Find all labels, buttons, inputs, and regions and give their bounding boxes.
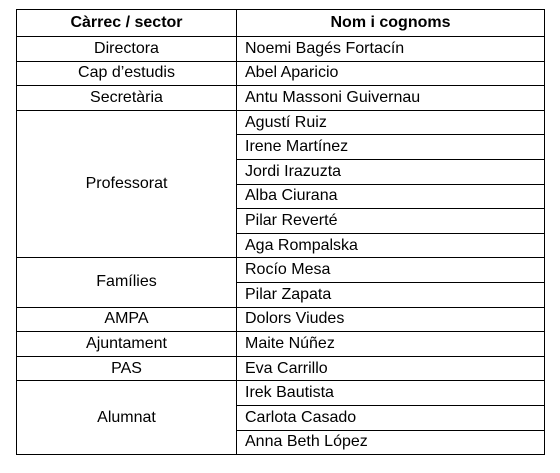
table-row	[17, 37, 545, 62]
sector-cell: AMPA	[17, 307, 237, 332]
name-cell: Pilar Reverté	[237, 209, 545, 234]
name-cell: Eva Carrillo	[237, 356, 545, 381]
table-body	[17, 37, 545, 455]
table-row	[17, 332, 545, 357]
name-cell: Jordi Irazuzta	[237, 159, 545, 184]
name-cell: Anna Beth López	[237, 430, 545, 455]
table-row	[17, 381, 545, 406]
table-row	[17, 307, 545, 332]
name-cell: Aga Rompalska	[237, 233, 545, 258]
sector-cell: Famílies	[17, 258, 237, 307]
name-cell: Carlota Casado	[237, 405, 545, 430]
header-sector: Càrrec / sector	[17, 10, 237, 37]
name-cell: Rocío Mesa	[237, 258, 545, 283]
table-row	[17, 86, 545, 111]
table-row	[17, 356, 545, 381]
sector-cell: Secretària	[17, 86, 237, 111]
name-cell: Agustí Ruiz	[237, 110, 545, 135]
header-row	[17, 10, 545, 37]
sector-cell: PAS	[17, 356, 237, 381]
sector-cell: Professorat	[17, 110, 237, 258]
sector-cell: Ajuntament	[17, 332, 237, 357]
table-row	[17, 61, 545, 86]
name-cell: Alba Ciurana	[237, 184, 545, 209]
members-table	[16, 9, 545, 455]
name-cell: Pilar Zapata	[237, 282, 545, 307]
name-cell: Irene Martínez	[237, 135, 545, 160]
name-cell: Noemi Bagés Fortacín	[237, 37, 545, 62]
name-cell: Irek Bautista	[237, 381, 545, 406]
name-cell: Abel Aparicio	[237, 61, 545, 86]
name-cell: Antu Massoni Guivernau	[237, 86, 545, 111]
sector-cell: Directora	[17, 37, 237, 62]
name-cell: Dolors Viudes	[237, 307, 545, 332]
sector-cell: Cap d’estudis	[17, 61, 237, 86]
header-name: Nom i cognoms	[237, 10, 545, 37]
table-row	[17, 110, 545, 135]
table-row	[17, 258, 545, 283]
sector-cell: Alumnat	[17, 381, 237, 455]
name-cell: Maite Núñez	[237, 332, 545, 357]
